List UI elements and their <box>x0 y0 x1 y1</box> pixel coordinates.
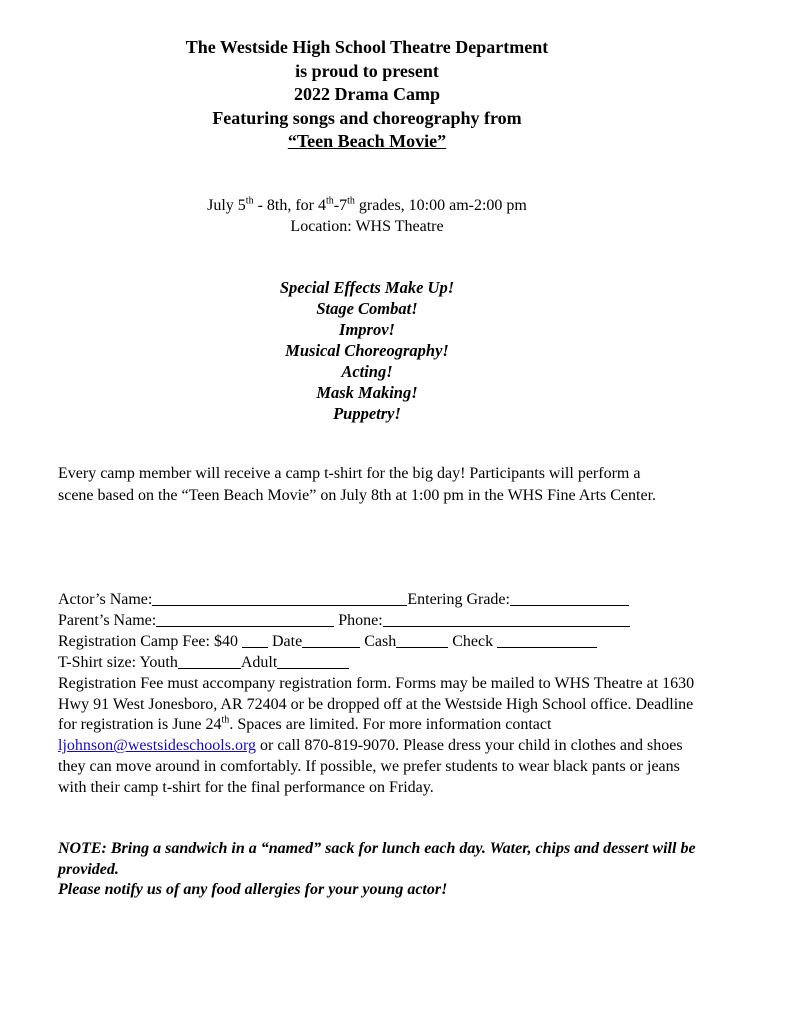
feature-item: Special Effects Make Up! <box>279 278 455 297</box>
date-label: Date <box>271 632 303 650</box>
adult-size-field[interactable] <box>277 654 349 669</box>
flyer-header <box>60 36 674 154</box>
registration-form <box>58 590 698 799</box>
phone-label: Phone: <box>338 611 383 629</box>
feature-item: Musical Choreography! <box>285 341 449 360</box>
registration-info: Registration Fee must accompany registration form. Forms may be mailed to WHS Theatre at 1630 Hwy 91 West Jonesboro, AR 72404 or be dropped off at the Westside High School office. Deadline for registration is June 24th. Spaces are limited. For more information contact ljohnson@westsideschools.org or call 870-819-9070. Please dress your child in clothes and shoes they can move around in comfortably. If possible, we prefer students to wear black pants or jeans with their camp t-shirt for the final performance on Friday. <box>58 674 695 797</box>
form-row-actor <box>58 590 698 611</box>
note-lunch: NOTE: Bring a sandwich in a “named” sack for lunch each day. Water, chips and dessert will be provided. <box>58 840 696 878</box>
header-present: is proud to present <box>295 60 439 81</box>
cash-label: Cash <box>364 632 397 650</box>
date-field[interactable] <box>302 633 360 648</box>
location-line: Location: WHS Theatre <box>290 218 444 235</box>
check-label: Check <box>452 632 494 650</box>
feature-item: Puppetry! <box>333 404 401 423</box>
note-allergies: Please notify us of any food allergies for your young actor! <box>58 881 448 898</box>
header-featuring: Featuring songs and choreography from <box>212 107 522 128</box>
form-row-parent <box>58 611 698 632</box>
fee-label: Registration Camp Fee: $40 <box>58 632 238 650</box>
cash-field[interactable] <box>396 633 448 648</box>
camp-description: Every camp member will receive a camp t-shirt for the big day! Participants will perform a scene based on the “Teen Beach Movie” on July 8th at 1:00 pm in the WHS Fine Arts Center. <box>58 465 657 504</box>
form-row-tshirt <box>58 653 698 674</box>
parent-name-field[interactable] <box>156 612 334 627</box>
header-department: The Westside High School Theatre Department <box>185 37 549 57</box>
dates-line: July 5th - 8th, for 4th-7th grades, 10:00 am-2:00 pm <box>207 195 527 214</box>
entering-grade-field[interactable] <box>510 591 629 606</box>
feature-item: Improv! <box>339 320 395 339</box>
youth-size-field[interactable] <box>178 654 241 669</box>
feature-list <box>60 277 674 424</box>
phone-field[interactable] <box>383 612 630 627</box>
actor-name-label: Actor’s Name: <box>58 591 153 608</box>
check-field[interactable] <box>497 633 597 648</box>
feature-item: Acting! <box>341 362 393 381</box>
actor-name-field[interactable] <box>152 591 407 606</box>
parent-name-label: Parent’s Name: <box>58 611 157 629</box>
lunch-note <box>58 839 698 901</box>
camp-dates <box>60 195 674 237</box>
header-movie-title: “Teen Beach Movie” <box>287 131 447 151</box>
adult-label: Adult <box>240 653 278 671</box>
feature-item: Mask Making! <box>316 383 418 402</box>
tshirt-label: T-Shirt size: Youth <box>58 653 178 671</box>
header-camp-title: 2022 Drama Camp <box>294 84 440 104</box>
entering-grade-label: Entering Grade: <box>407 591 510 608</box>
contact-email-link[interactable]: ljohnson@westsideschools.org <box>58 737 256 755</box>
fee-field[interactable] <box>242 633 268 648</box>
form-row-fee <box>58 632 698 653</box>
feature-item: Stage Combat! <box>316 299 418 318</box>
